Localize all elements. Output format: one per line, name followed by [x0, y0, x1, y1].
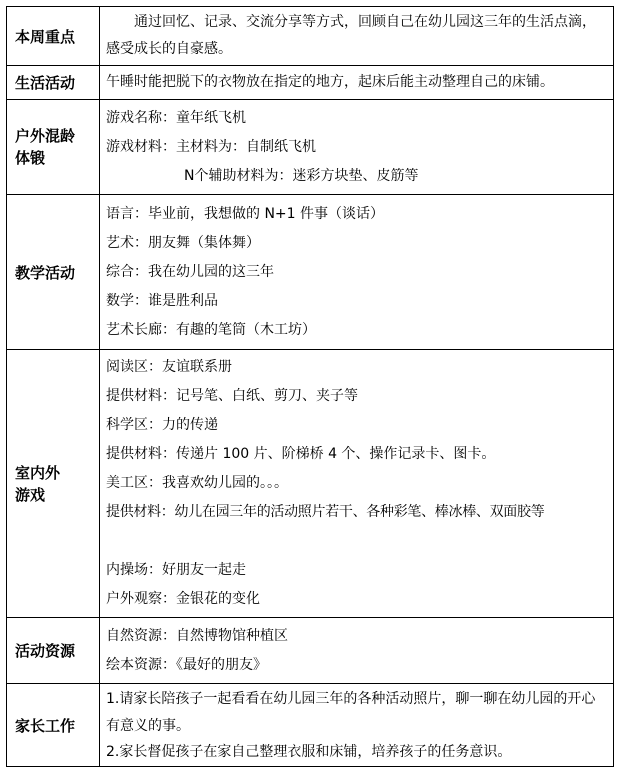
label-teaching: 教学活动 — [7, 195, 100, 350]
teaching-line: 艺术：朋友舞（集体舞） — [106, 234, 260, 251]
teaching-line: 艺术长廊：有趣的笔筒（木工坊） — [106, 321, 316, 338]
cell-outdoor — [100, 100, 614, 195]
cell-parents — [100, 684, 614, 767]
label-focus: 本周重点 — [7, 7, 100, 66]
row-life — [7, 66, 614, 100]
outdoor-line: 游戏材料：主材料为：自制纸飞机 — [106, 138, 316, 155]
row-resources — [7, 618, 614, 684]
teaching-line: 综合：我在幼儿园的这三年 — [106, 263, 274, 280]
label-games — [7, 350, 100, 618]
cell-games — [100, 350, 614, 618]
games-line: 户外观察：金银花的变化 — [106, 591, 260, 607]
focus-text: 通过回忆、记录、交流分享等方式，回顾自己在幼儿园这三年的生活点滴，感受成长的自豪感。 — [106, 14, 596, 57]
row-outdoor — [7, 100, 614, 195]
resources-line: 绘本资源：《最好的朋友》 — [106, 656, 267, 673]
outdoor-line: N个辅助材料为：迷彩方块垫、皮筋等 — [184, 167, 419, 184]
label-outdoor-line1: 户外混龄 — [15, 127, 76, 145]
resources-line: 自然资源：自然博物馆种植区 — [106, 627, 288, 644]
label-outdoor — [7, 100, 100, 195]
life-text: 午睡时能把脱下的衣物放在指定的地方，起床后能主动整理自己的床铺。 — [106, 74, 554, 90]
teaching-line: 数学：谁是胜利品 — [106, 292, 218, 309]
label-games-line1: 室内外 — [15, 463, 61, 482]
outdoor-line: 游戏名称：童年纸飞机 — [106, 109, 246, 126]
weekly-plan-sheet — [6, 6, 614, 767]
row-parents — [7, 684, 614, 767]
teaching-line: 语言：毕业前，我想做的 N+1 件事（谈话） — [106, 205, 385, 222]
label-outdoor-line2: 体锻 — [15, 149, 46, 167]
games-line: 阅读区：友谊联系册 — [106, 359, 232, 375]
games-line: 内操场：好朋友一起走 — [106, 562, 246, 578]
parents-item-2: 2.家长督促孩子在家自己整理衣服和床铺，培养孩子的任务意识。 — [106, 744, 512, 760]
row-games — [7, 350, 614, 618]
games-spacer — [106, 527, 609, 556]
games-line: 科学区：力的传递 — [106, 417, 218, 433]
parents-item-1: 1.请家长陪孩子一起看看在幼儿园三年的各种活动照片，聊一聊在幼儿园的开心有意义的事。 — [106, 691, 596, 734]
games-line: 提供材料：幼儿在园三年的活动照片若干、各种彩笔、棒冰棒、双面胶等 — [106, 504, 545, 520]
label-parents: 家长工作 — [7, 684, 100, 767]
label-resources: 活动资源 — [7, 618, 100, 684]
cell-resources — [100, 618, 614, 684]
cell-teaching — [100, 195, 614, 350]
label-life: 生活活动 — [7, 66, 100, 100]
games-line: 美工区：我喜欢幼儿园的。。。 — [106, 475, 288, 491]
games-line: 提供材料：记号笔、白纸、剪刀、夹子等 — [106, 388, 358, 404]
cell-focus — [100, 7, 614, 66]
games-line: 提供材料：传递片 100 片、阶梯桥 4 个、操作记录卡、图卡。 — [106, 446, 496, 462]
label-games-line2: 游戏 — [15, 485, 46, 504]
row-teaching — [7, 195, 614, 350]
cell-life — [100, 66, 614, 100]
weekly-plan-table — [6, 6, 614, 767]
row-focus — [7, 7, 614, 66]
